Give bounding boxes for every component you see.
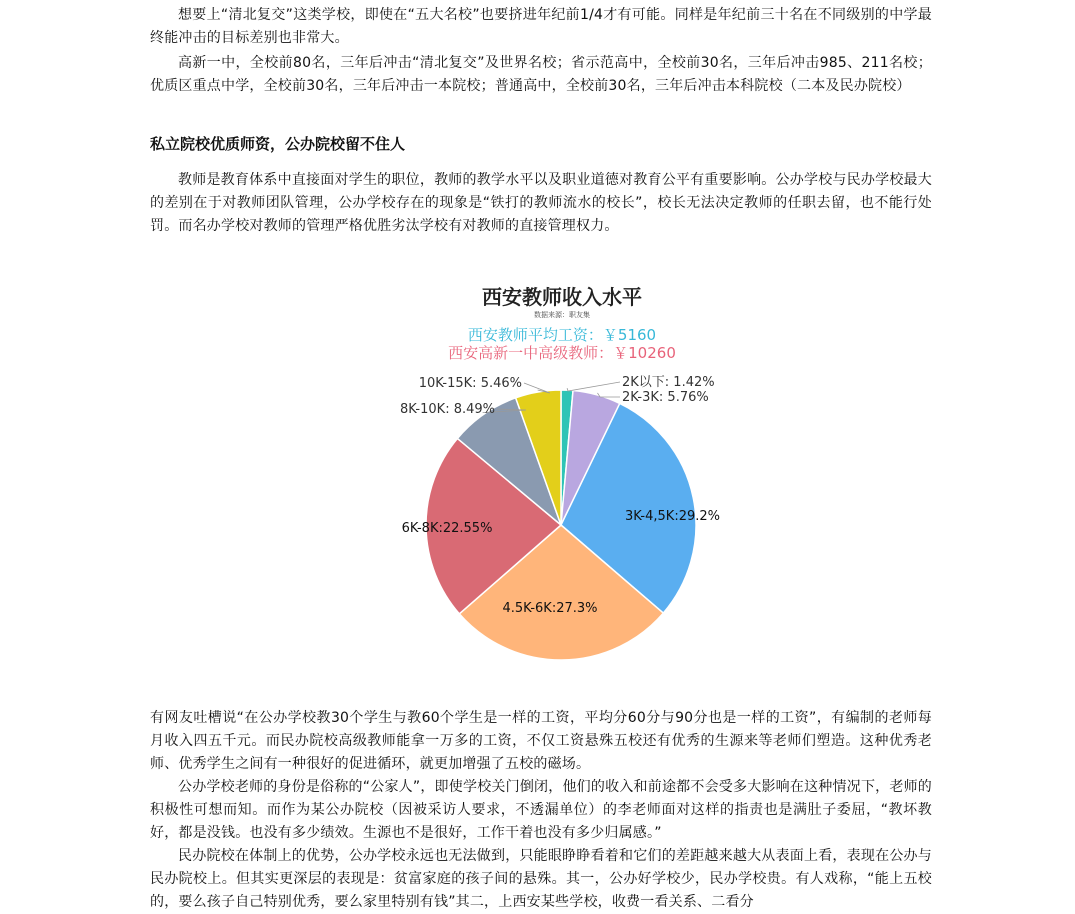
paragraph: 公办学校老师的身份是俗称的“公家人”，即使学校关门倒闭，他们的收入和前途都不会受多大影响在这种情况下，老师的积极性可想而知。而作为某公办院校（因被采访人要求，不透漏单位）的李老师面对这样的指责也是满肚子委屈，“教坏教好，都是没钱。也没有多少绩效。生源也不是很好，工作干着也没有多少归属感。”	[150, 779, 932, 841]
slice-label: 2K-3K: 5.76%	[622, 390, 709, 405]
section	[150, 133, 932, 238]
slice-label: 10K-15K: 5.46%	[418, 376, 522, 391]
chart-title: 西安教师收入水平	[482, 285, 642, 309]
slice-leader-line	[567, 382, 620, 391]
slice-label: 8K-10K: 8.49%	[400, 402, 495, 417]
pie-chart-svg	[350, 280, 770, 670]
top-section	[150, 4, 932, 98]
slice-label: 4.5K-6K:27.3%	[502, 601, 598, 616]
income-pie-chart	[350, 280, 770, 670]
paragraph: 想要上“清北复交”这类学校，即使在“五大名校”也要挤进年纪前1/4才有可能。同样是年纪前三十名在不同级别的中学最终能冲击的目标差别也非常大。	[150, 7, 932, 46]
chart-note-senior: 西安高新一中高级教师：￥10260	[448, 344, 676, 362]
chart-source: 数据来源：职友集	[534, 311, 590, 319]
chart-note-average: 西安教师平均工资：￥5160	[467, 326, 657, 344]
slice-label: 6K-8K:22.55%	[401, 521, 493, 536]
paragraph: 有网友吐槽说“在公办学校教30个学生与教60个学生是一样的工资，平均分60分与90分也是一样的工资”，有编制的老师每月收入四五千元。而民办院校高级教师能拿一万多的工资，不仅工资悬殊五校还有优秀的生源来等老师们塑造。这种优秀老师、优秀学生之间有一种很好的促进循环，就更加增强了五校的磁场。	[150, 710, 932, 772]
paragraph: 民办院校在体制上的优势，公办学校永远也无法做到，只能眼睁睁看着和它们的差距越来越大从表面上看，表现在公办与民办院校上。但其实更深层的表现是：贫富家庭的孩子间的悬殊。其一，公办好学校少，民办学校贵。有人戏称，“能上五校的，要么孩子自己特别优秀，要么家里特别有钱”其二，上西安某些学校，收费一看关系、二看分	[150, 848, 932, 910]
section-heading: 私立院校优质师资，公办院校留不住人	[150, 135, 406, 153]
slice-label: 2K以下: 1.42%	[622, 375, 715, 390]
paragraph: 高新一中，全校前80名，三年后冲击“清北复交”及世界名校；省示范高中，全校前30名，三年后冲击985、211名校；优质区重点中学，全校前30名，三年后冲击一本院校；普通高中，全校前30名，三年后冲击本科院校（二本及民办院校）	[150, 55, 932, 94]
slice-label: 3K-4,5K:29.2%	[625, 509, 720, 524]
paragraph: 教师是教育体系中直接面对学生的职位，教师的教学水平以及职业道德对教育公平有重要影响。公办学校与民办学校最大的差别在于对教师团队管理，公办学校存在的现象是“铁打的教师流水的校长”，校长无法决定教师的任职去留，也不能行处罚。而名办学校对教师的管理严格优胜劣汰学校有对教师的直接管理权力。	[150, 172, 932, 234]
bottom-section	[150, 707, 932, 914]
